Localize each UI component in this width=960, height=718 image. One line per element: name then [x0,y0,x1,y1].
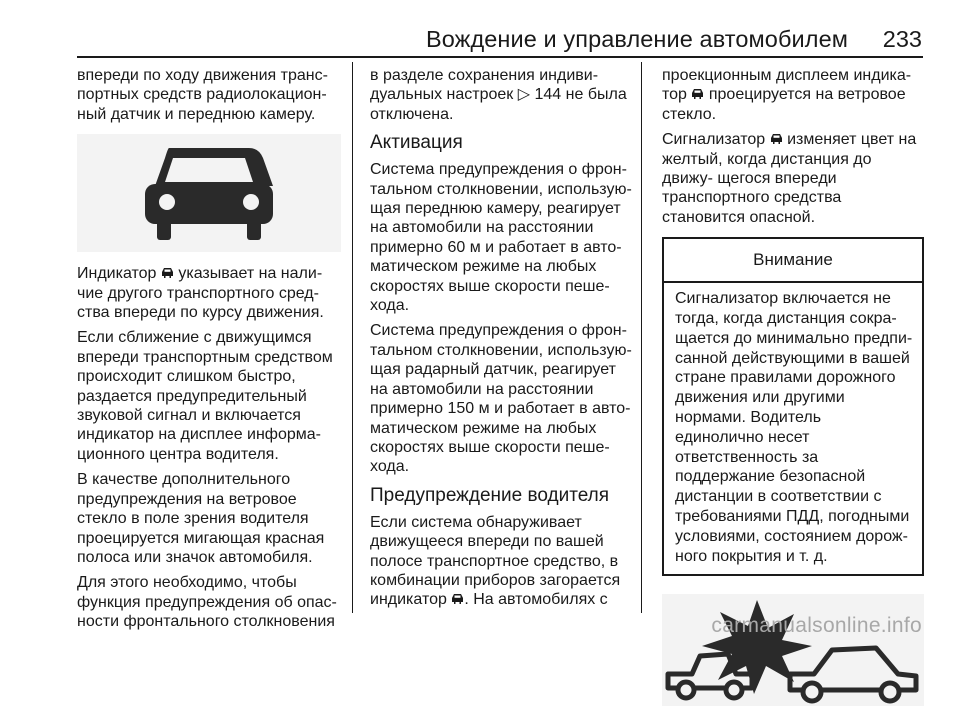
warning-body: Сигнализатор включается не тогда, когда дистанция сокра- щается до минимально предпи- санной действующими в вашей стране правилами дорожного движения или другими нормами. Водитель единолично несет ответственность за поддержание безопасной дистанции в соответствии с требованиями ПДД, погодными условиями, состоянием дорож- ного покрытия и т. д. [675,290,913,565]
collision-warning-illustration [662,594,924,706]
watermark: carmanualsonline.info [711,614,922,637]
column-divider-1 [352,62,353,613]
page-header [0,0,960,62]
col1-paragraph-2: Индикатор указывает на нали- чие другого транспортного сред- ства впереди по курсу движения. [77,265,324,322]
collision-star-icon [662,594,924,706]
col2-paragraph-4: Если система обнаруживает движущееся впереди по вашей полосе транспортное средство, в комбинации приборов загорается индикатор . На автомобилях с [370,513,621,609]
section-heading-activation: Активация [370,132,463,154]
col2-paragraph-2: Система предупреждения о фрон- тальном столкновении, использую- щая переднюю камеру, реагирует на автомобили на расстоянии примерно 60 м и работает в авто- матическом режиме на любых скоростях выше скорости пеше- хода. [370,161,632,315]
page-reference[interactable]: 144 [534,86,562,104]
col1-paragraph-5: Для этого необходимо, чтобы функция предупреждения об опас- ности фронтального столкновения [77,574,337,631]
header-rule [77,56,923,58]
column-divider-2 [641,62,642,613]
col1-paragraph-3: Если сближение с движущимся впереди транспортным средством происходит слишком быстро, раздается предупредительный звуковой сигнал и включается индикатор на дисплее информа- ционного центра водителя. [77,329,333,463]
col1-paragraph-1: впереди по ходу движения транс- портных средств радиолокацион- ный датчик и переднюю камеру. [77,67,328,123]
car-indicator-icon [770,133,783,145]
car-indicator-icon [691,88,704,100]
col3-paragraph-1: проекционным дисплеем индика- тор проецируется на ветровое стекло. [662,67,912,123]
col2-paragraph-1: в разделе сохранения индиви- дуальных настроек ▷ 144 не была отключена. [370,67,627,123]
warning-box [662,237,924,576]
col3-paragraph-2: Сигнализатор изменяет цвет на желтый, когда дистанция до движу- щегося впереди транспортного средства становится опасной. [662,131,917,226]
column-2 [370,66,632,616]
car-indicator-icon [451,593,464,605]
col1-paragraph-4: В качестве дополнительного предупреждения на ветровое стекло в поле зрения водителя проецируется мигающая красная полоса или значок автомобиля. [77,471,325,566]
page-number: 233 [882,26,922,52]
reference-arrow-icon: ▷ [517,86,531,104]
warning-title: Внимание [664,239,922,283]
car-front-illustration [77,134,341,252]
car-front-icon [77,134,341,252]
page-title: Вождение и управление автомобилем [425,26,848,52]
car-indicator-icon [161,267,174,279]
col2-paragraph-3: Система предупреждения о фрон- тальном столкновении, использую- щая радарный датчик, реагирует на автомобили на расстоянии примерно 150 м и работает в авто- матическом режиме на любых скоростях выше скорости пеше- хода. [370,322,632,476]
column-1 [77,66,341,638]
section-heading-driver-warning: Предупреждение водителя [370,484,610,506]
